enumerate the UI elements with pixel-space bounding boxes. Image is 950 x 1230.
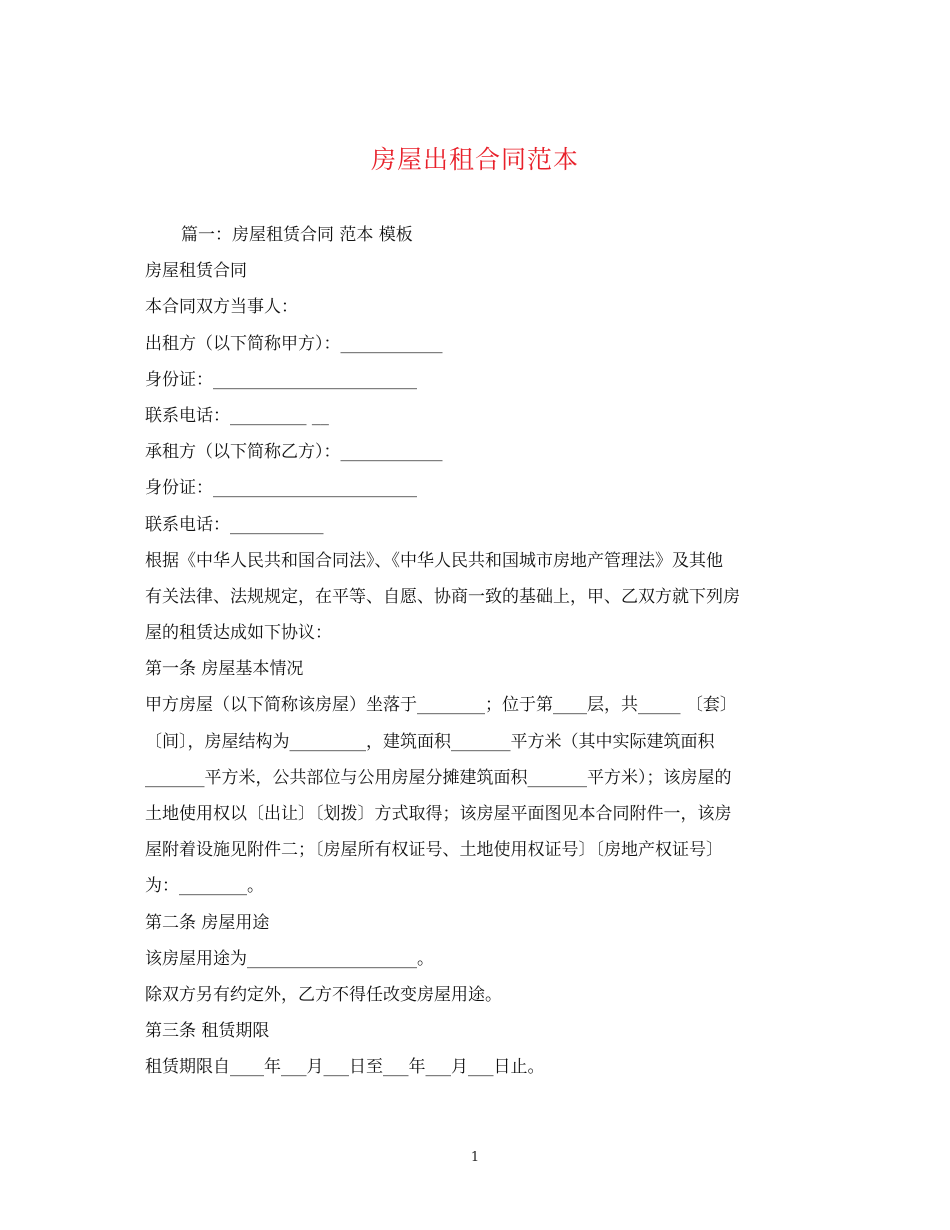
article-3-heading: 第三条 租赁期限 bbox=[145, 1021, 270, 1042]
document-body bbox=[145, 217, 805, 1086]
contract-name-line: 房屋租赁合同 bbox=[145, 261, 247, 282]
parties-intro-line: 本合同双方当事人： bbox=[145, 297, 298, 318]
section-heading-line: 篇一：房屋租赁合同 范本 模板 bbox=[181, 225, 413, 245]
article-1-line-3: _______平方米，公共部位与公用房屋分摊建筑面积_______平方米）；该房屋的 bbox=[145, 767, 732, 788]
article-1-line-4: 土地使用权以〔出让〕〔划拨〕方式取得；该房屋平面图见本合同附件一，该房 bbox=[145, 804, 732, 824]
article-1-line-2: 〔间〕，房屋结构为_________，建筑面积_______平方米（其中实际建筑面积 bbox=[145, 731, 715, 752]
article-1-line-6: 为：________。 bbox=[145, 876, 264, 897]
page-number: 1 bbox=[470, 1150, 480, 1165]
lessee-id-line: 身份证：________________________ bbox=[145, 478, 417, 499]
lessor-id-line: 身份证：________________________ bbox=[145, 369, 417, 390]
article-2-line-2: 除双方另有约定外，乙方不得任改变房屋用途。 bbox=[145, 984, 502, 1005]
lessee-line: 承租方（以下简称乙方）：____________ bbox=[145, 442, 443, 463]
article-2-line-1: 该房屋用途为____________________。 bbox=[145, 948, 434, 969]
lessor-phone-line: 联系电话：_________ __ bbox=[145, 405, 329, 426]
lessor-line: 出租方（以下简称甲方）：____________ bbox=[145, 333, 443, 354]
article-1-line-1: 甲方房屋（以下简称该房屋）坐落于________；位于第____层，共_____ 〔套〕 bbox=[145, 695, 737, 716]
document-title: 房屋出租合同范本 bbox=[370, 145, 579, 174]
article-3-line-1: 租赁期限自____年___月___日至___年___月___日止。 bbox=[145, 1057, 545, 1078]
legal-basis-line-3: 屋的租赁达成如下协议： bbox=[145, 623, 332, 644]
article-1-heading: 第一条 房屋基本情况 bbox=[145, 659, 304, 680]
article-1-line-5: 屋附着设施见附件二；〔房屋所有权证号、土地使用权证号〕〔房地产权证号〕 bbox=[145, 840, 723, 861]
legal-basis-line-2: 有关法律、法规规定，在平等、自愿、协商一致的基础上，甲、乙双方就下列房 bbox=[145, 586, 740, 607]
lessee-phone-line: 联系电话：___________ bbox=[145, 514, 324, 535]
article-2-heading: 第二条 房屋用途 bbox=[145, 912, 270, 933]
legal-basis-line-1: 根据《中华人民共和国合同法》、《中华人民共和国城市房地产管理法》及其他 bbox=[145, 550, 723, 571]
